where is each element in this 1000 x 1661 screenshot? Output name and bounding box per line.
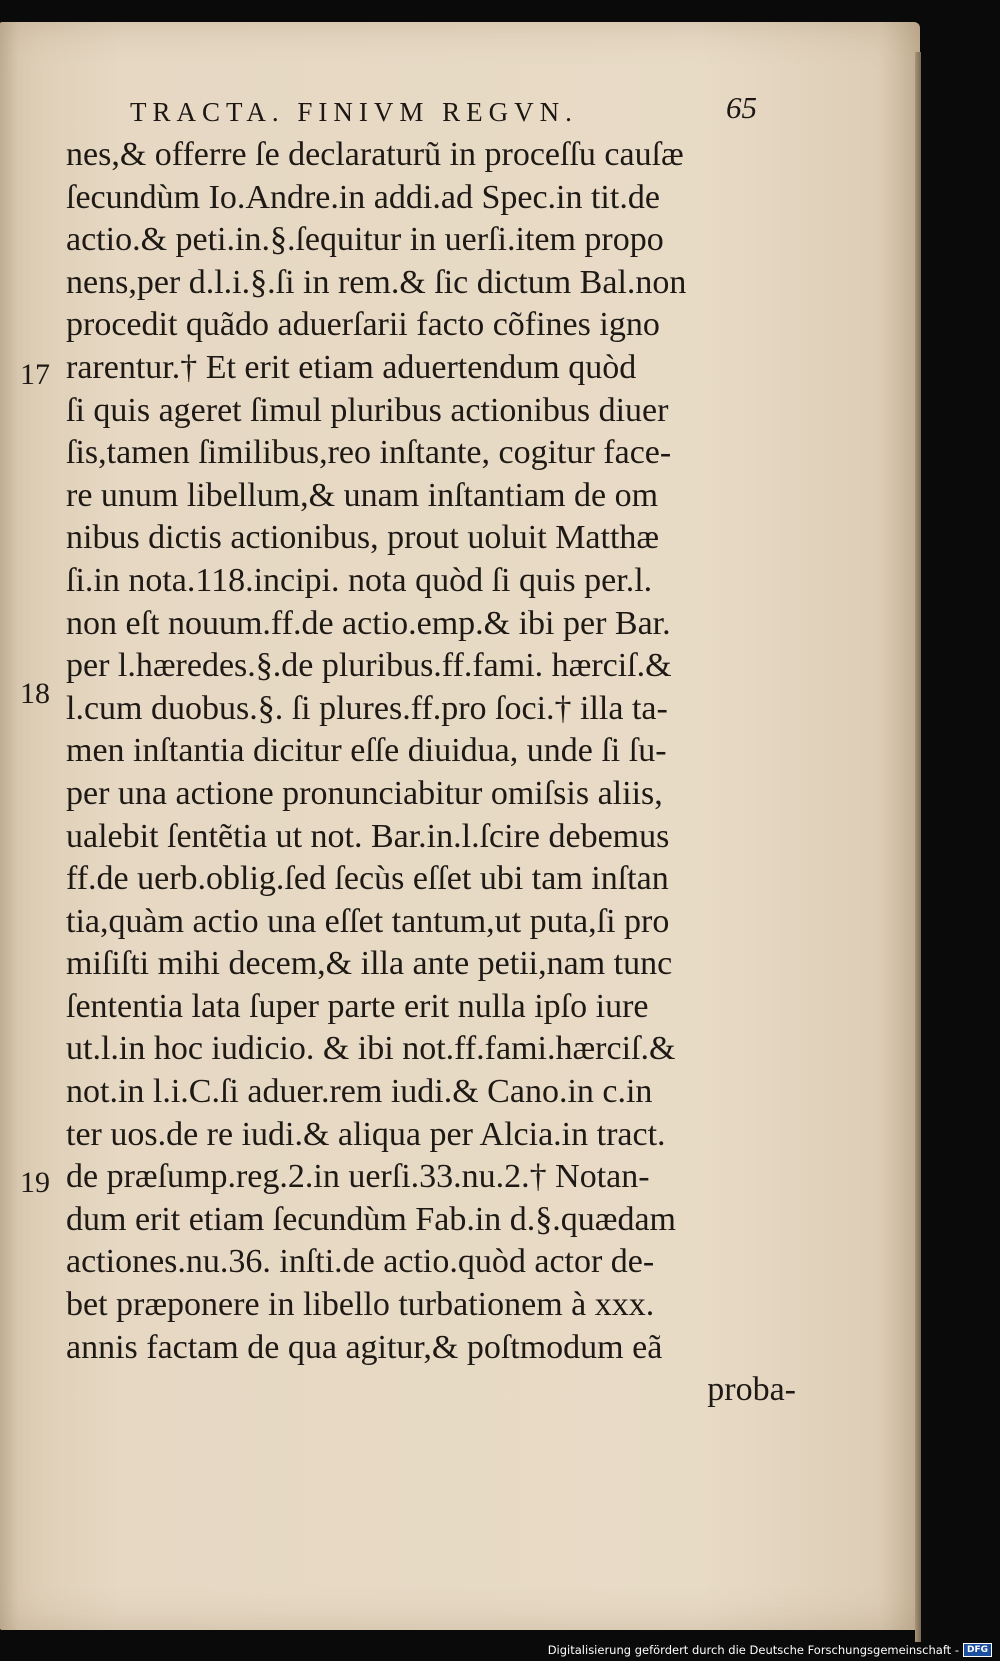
text-line: ſi quis ageret ſimul pluribus actionibus diuer	[66, 391, 669, 429]
footer-text: Digitalisierung gefördert durch die Deutsche Forschungsgemeinschaft -	[547, 1643, 959, 1657]
text-line: miſiſti mihi decem,& illa ante petii,nam tunc	[66, 945, 673, 983]
text-line: de præſump.reg.2.in uerſi.33.nu.2.† Notan-	[66, 1158, 650, 1196]
folio-number: 65	[726, 90, 757, 125]
margin-number: 17	[20, 358, 50, 391]
footer-credit	[548, 1643, 992, 1657]
text-line: per l.hæredes.§.de pluribus.ff.fami. hærciſ.&	[66, 647, 672, 685]
margin-number: 18	[20, 677, 50, 710]
text-line: nes,& offerre ſe declaraturũ in proceſſu cauſæ	[66, 136, 684, 173]
running-head: TRACTA. FINIVM REGVN.	[130, 97, 578, 127]
text-line: not.in l.i.C.ſi aduer.rem iudi.& Cano.in c.in	[66, 1073, 653, 1111]
margin-number: 19	[20, 1166, 50, 1199]
text-line: rarentur.† Et erit etiam aduertendum quòd	[66, 348, 637, 386]
text-line: l.cum duobus.§. ſi plures.ff.pro ſoci.† illa ta-	[66, 689, 668, 727]
text-line: ff.de uerb.oblig.ſed ſecùs eſſet ubi tam inſtan	[66, 860, 669, 898]
text-line: ſententia lata ſuper parte erit nulla ipſo iure	[66, 987, 649, 1025]
page-edge	[915, 52, 921, 1642]
text-line: nens,per d.l.i.§.ſi in rem.& ſic dictum Bal.non	[66, 263, 687, 301]
text-line: per una actione pronunciabitur omiſsis aliis,	[66, 774, 663, 812]
text-line: bet præponere in libello turbationem à xxx.	[66, 1286, 655, 1324]
text-line: annis factam de qua agitur,& poſtmodum eã	[66, 1328, 663, 1366]
text-line: non eſt nouum.ff.de actio.emp.& ibi per Bar.	[66, 604, 671, 642]
text-line: nibus dictis actionibus, prout uoluit Matthæ	[66, 519, 660, 557]
body-text	[66, 134, 796, 1412]
text-line: ter uos.de re iudi.& aliqua per Alcia.in tract.	[66, 1115, 666, 1153]
catchword: proba-	[707, 1371, 796, 1409]
text-line: ſecundùm Io.Andre.in addi.ad Spec.in tit.de	[66, 178, 660, 216]
text-line: ſi.in nota.118.incipi. nota quòd ſi quis per.l.	[66, 561, 653, 599]
text-line: re unum libellum,& unam inſtantiam de om	[66, 476, 659, 514]
text-line: ualebit ſentẽtia ut not. Bar.in.l.ſcire debemus	[66, 817, 670, 855]
text-line: men inſtantia dicitur eſſe diuidua, unde ſi ſu-	[66, 732, 667, 770]
text-line: actio.& peti.in.§.ſequitur in uerſi.item propo	[66, 221, 664, 259]
text-line: dum erit etiam ſecundùm Fab.in d.§.quædam	[66, 1200, 677, 1238]
book-page	[0, 22, 920, 1630]
dfg-logo: DFG	[963, 1643, 992, 1657]
text-line: actiones.nu.36. inſti.de actio.quòd actor de-	[66, 1243, 655, 1281]
text-line: tia,quàm actio una eſſet tantum,ut puta,ſi pro	[66, 902, 670, 940]
text-line: ſis,tamen ſimilibus,reo inſtante, cogitur face-	[66, 434, 672, 472]
text-line: procedit quãdo aduerſarii facto cõfines igno	[66, 306, 660, 344]
text-line: ut.l.in hoc iudicio. & ibi not.ff.fami.hærciſ.&	[66, 1030, 676, 1068]
